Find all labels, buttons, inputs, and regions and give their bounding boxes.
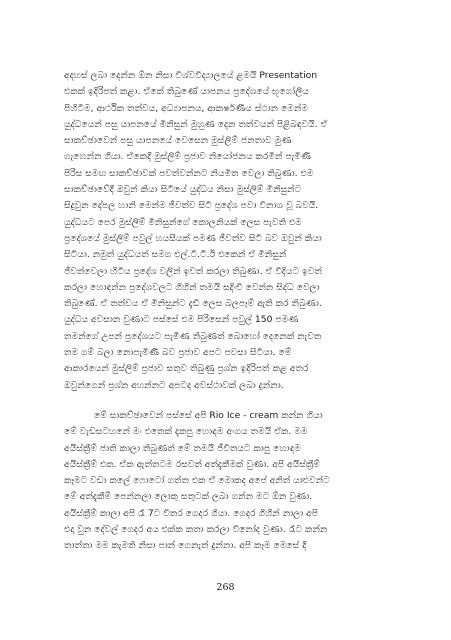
paragraph-2 xyxy=(64,408,387,555)
text-line: අයිස්ක්‍රීම් ජාති කාලා තිබුණත් මේ තමයි ජීවිතයට කාපු හොඳම xyxy=(64,442,301,454)
text-line: සාකච්ඡාවෙන් පසු යාපනයේ වෙසෙන මුස්ලිම් ජනතාව මුණ xyxy=(64,135,292,147)
text-line: තිබුණේ. ඒ තත්වය ඒ මිනිසුන්ට දැඩි ලෙස බලපෑම් ඇති කර තිබුණා. xyxy=(64,298,322,310)
text-line: එදා වුන දේවල් ගෙදර අය එක්ක කතා කරලා විනෝද වුණා. රෑට කන්න xyxy=(64,524,328,536)
text-line: මේ වැඩසටහනේ මං එතෙක් දැකපු හොඳම අංගය තමයි ඒක. මම xyxy=(64,426,308,438)
text-line: අයිස්ක්‍රීම් එක. ඒක ඇත්තටම රසවත් අත්දැකීමක් වුණා. අපි අයිස්ක්‍රීම් xyxy=(64,458,320,470)
text-line: යුද්ධයෙන් පසු යාපනයේ මිනිසුන් මුහුණ දෙන තත්වයන් පිළිබඳවයි. ඒ xyxy=(64,118,328,130)
text-line: තම ගම් බලා නොපැමිණි බව ප්‍රජාව අපට පවසා සිටියා. මේ xyxy=(64,347,292,359)
text-line: ඔවුන්ගෙන් ප්‍රශ්න අහන්නට අපටද අවස්ථාවක් ලබා දුන්නා. xyxy=(64,379,284,391)
text-line: තමන්ගේ උපන් ප්‍රදේශයට පැමිණ තිබුණත් බොහෝ දෙනෙක් නැවත xyxy=(64,330,322,342)
text-line: අදහස් ලබා දෙන්න ඕන නිසා විශ්වවිද්‍යාලයේ ළමයි Presentation xyxy=(64,70,318,81)
text-line: කෑමට වඩා කලේ ෆොටෝ ගත්ත එක ඒ මොකද අපේ අනිත් යාළුවන්ට xyxy=(64,475,330,487)
text-line: තාත්තා මම කැමති නිසා පාන් ගෙනැත් දුන්නා. අපි කෑම මෙසේ දී xyxy=(64,540,307,552)
document-body xyxy=(64,68,387,555)
text-line: කරලා හොඳන්න ප්‍රදේශවලට ගිහින් තමයි සදිංචි වෙන්න සිද්ධ වෙලා xyxy=(64,281,320,293)
text-line: යුද්ධයට පෙර මුස්ලිම් මිනිසුන්ගේ කොලනියක් ලෙස පැවති එම xyxy=(64,216,302,228)
paragraph-gap xyxy=(64,394,387,408)
text-line: ජීවත්වෙලා හිටිය ප්‍රදේශ වලින් ඉවත් කරලා තිබුණා. ඒ විදියට ඉවත් xyxy=(64,265,322,277)
text-line: මේ සාකච්ඡාවෙන් පස්සේ අපි Rio Ice - cream කන්න ගියා xyxy=(94,409,323,421)
text-line: සිදුවුන දේපල හානි මෙන්ම ජීවත්ව සිටි ප්‍රදේශ පවා විනාශ වූ බවයි. xyxy=(64,200,319,212)
text-line: ආකාරයෙන් මුස්ලිම් ප්‍රජාව සතුව තිබුණු ප්‍රශ්න ඉදිරිපත් කළ අතර xyxy=(64,363,309,375)
text-line: ගැහෙන්න ගියා. ඒකෙදී මුස්ලිම් ප්‍රජාව නියෝජනය කරමින් පැමිණි xyxy=(64,151,312,163)
text-line: ප්‍රදේශයේ මුස්ලිම් පවුල් හයසීයක් පමණ ජීවත්ව සිටි බව ඔවුන් කියා xyxy=(64,232,322,244)
page-number: 268 xyxy=(216,582,235,593)
text-line: යුද්ධය අවසාන වුණාට පස්සේ එම පිරිසෙන් පවුල් 150 පමණ xyxy=(64,314,299,326)
text-line: සාකච්ඡාවේදී ඔවුන් කියා සිටියේ යුද්ධය නිසා මුස්ලිම් මිනිසුන්ට xyxy=(64,184,302,196)
text-line: පිහිටීම, ආර්ථික තත්වය, අධ්‍යාපනය, ආකර්ෂණීය ස්ථාන මෙන්ම xyxy=(64,102,308,114)
text-line: පිරිස සමඟ සාකච්ඡාවක් පවත්වන්නට නියමිත වෙලා තිබුණා. එම xyxy=(64,167,314,179)
text-line: මේ අත්දැකීම් පෙන්නලා ලොකු සතුටක් ලබා ගන්න මට ඕන වුණා. xyxy=(64,491,313,503)
text-line: අයිස්ක්‍රීම් කාලා අපි රෑ 7ට විතර ගෙදර ගියා. ගෙදර ගිහින් නාලා අපි xyxy=(64,507,319,519)
paragraph-1 xyxy=(64,68,387,394)
text-line: සිටියා. නමුත් යුද්ධයත් සමග එල්.ටී.ටී.ඊ එකෙන් ඒ මිනිසුන් xyxy=(64,249,287,261)
text-line: එකක් ඉදිරිපත් කළා. ඒකේ තිබුණේ යාපනය ප්‍රදේශයේ භූගෝලීය xyxy=(64,86,309,98)
